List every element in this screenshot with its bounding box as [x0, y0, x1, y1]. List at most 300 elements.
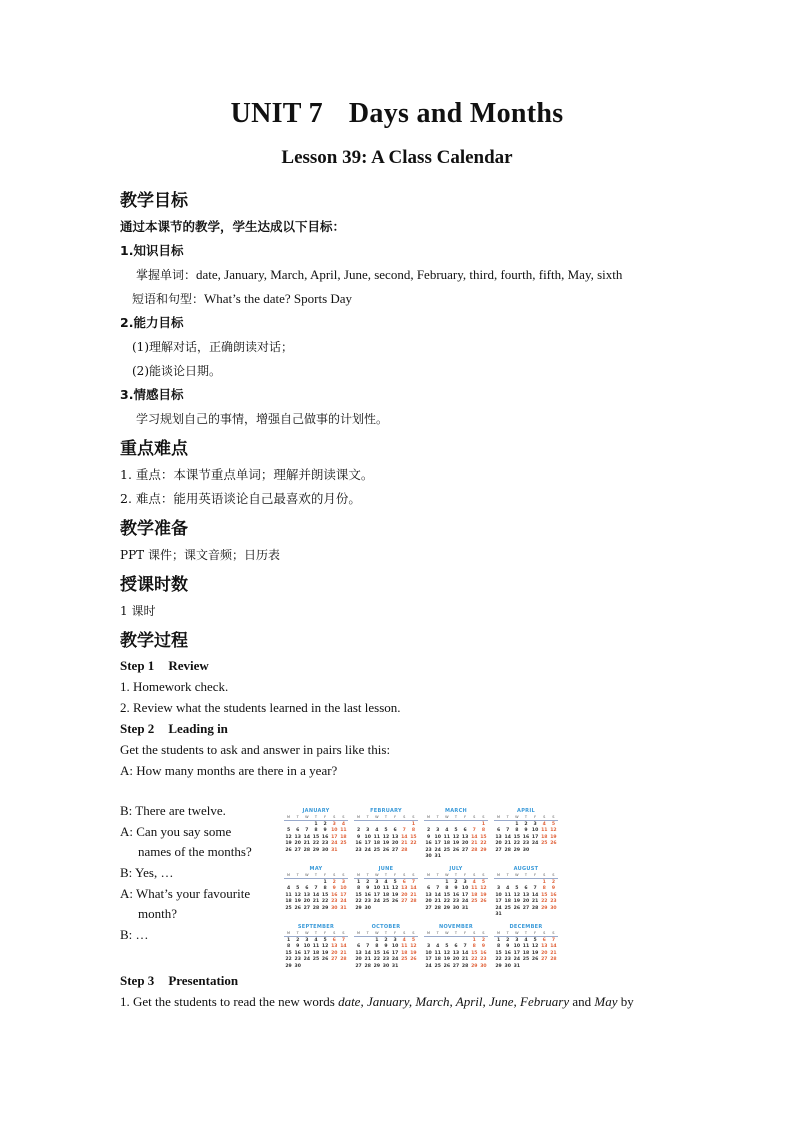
calendar-day: 30 [364, 905, 371, 911]
calendar-day: 23 [452, 899, 460, 905]
dialog-b1: B: There are twelve. [120, 803, 226, 818]
dialog-a2-cont: month? [138, 906, 177, 922]
calendar-day: 18 [382, 892, 390, 898]
calendar-day: 16 [504, 950, 511, 956]
calendar-day: 8 [323, 886, 327, 892]
calendar-day: 20 [401, 892, 408, 898]
calendar-day: 21 [504, 841, 511, 847]
calendar-day: 29 [480, 847, 487, 853]
calendar-day: 22 [285, 957, 292, 963]
calendar-month [424, 807, 488, 859]
calendar-day: 25 [401, 957, 408, 963]
step3-word-may: May [594, 994, 618, 1009]
calendar-day: 7 [472, 828, 476, 834]
preparation-text: PPT 课件；课文音频；日历表 [120, 548, 280, 562]
calendar-day: 5 [296, 886, 300, 892]
calendar-day: 19 [391, 892, 399, 898]
calendar-day: 4 [542, 822, 546, 827]
calendar-day: 6 [542, 938, 546, 943]
calendar-day: 6 [463, 828, 467, 834]
calendar-day: 14 [303, 834, 311, 840]
calendar-month [284, 923, 348, 975]
calendar-day: 4 [314, 938, 318, 943]
step3-text-and: and [569, 994, 595, 1009]
calendar-day: 25 [382, 899, 390, 905]
calendar-day: 24 [331, 841, 338, 847]
calendar-day: 14 [471, 834, 478, 840]
calendar-day: 1 [542, 880, 546, 885]
calendar-day: 6 [393, 828, 397, 834]
calendar-day: 20 [303, 899, 311, 905]
calendar-day: 5 [454, 828, 458, 834]
calendar-day: 24 [461, 899, 469, 905]
calendar-day: 22 [541, 899, 548, 905]
calendar-day: 16 [321, 834, 329, 840]
calendar-day: 2 [366, 880, 370, 885]
dialog-b3: B: … [120, 927, 149, 943]
calendar-day: 22 [373, 957, 381, 963]
calendar-day: 3 [393, 938, 397, 943]
calendar-day: 18 [443, 841, 451, 847]
calendar-day: 19 [452, 841, 460, 847]
calendar-day: 16 [452, 892, 460, 898]
calendar-day: 11 [522, 944, 530, 950]
calendar-day: 29 [471, 963, 478, 969]
calendar-day: 8 [472, 944, 476, 950]
calendar-day: 21 [461, 957, 469, 963]
calendar-days [494, 822, 558, 854]
calendar-day: 20 [522, 899, 530, 905]
calendar-day: 22 [480, 841, 487, 847]
calendar-day: 20 [425, 899, 432, 905]
dialog-section [120, 801, 680, 969]
calendar-day: 15 [285, 950, 292, 956]
preparation-heading: 教学准备 [120, 519, 188, 539]
calendar-day: 3 [426, 944, 431, 950]
calendar-day: 14 [461, 950, 469, 956]
calendar-day: 19 [531, 950, 539, 956]
calendar-day: 28 [401, 847, 408, 853]
calendar-day: 29 [495, 963, 502, 969]
calendar-day: 15 [355, 892, 362, 898]
calendar-day: 12 [443, 950, 451, 956]
calendar-weekday-header: M T W T F S S [494, 815, 558, 821]
calendar-day: 1 [472, 938, 476, 943]
calendar-day: 21 [531, 899, 539, 905]
calendar-day: 12 [513, 892, 521, 898]
calendar-day: 2 [384, 938, 388, 943]
calendar-day: 19 [321, 950, 329, 956]
calendar-month-name: AUGUST [513, 866, 539, 872]
calendar-day: 27 [391, 847, 399, 853]
calendar-day: 21 [471, 841, 478, 847]
calendar-day: 31 [391, 963, 399, 969]
calendar-day: 13 [461, 834, 469, 840]
step3-line-1 [120, 991, 680, 1012]
calendar-day: 16 [425, 841, 432, 847]
step2-line-1: Get the students to ask and answer in pairs like this: [120, 742, 391, 757]
calendar-day: 25 [522, 957, 530, 963]
calendar-day: 19 [285, 841, 292, 847]
calendar-day: 4 [384, 880, 388, 885]
calendar-month [424, 865, 488, 917]
calendar-month [494, 807, 558, 859]
calendar-day: 11 [401, 944, 408, 950]
calendar-day: 30 [522, 847, 530, 853]
calendar-day: 17 [373, 892, 381, 898]
calendar-day: 9 [356, 834, 361, 840]
calendar-day: 24 [391, 957, 399, 963]
calendar-day: 30 [550, 905, 557, 911]
calendar-day: 27 [461, 847, 469, 853]
calendar-day: 28 [461, 963, 469, 969]
calendar-day: 10 [373, 886, 381, 892]
calendar-month-name: JULY [449, 866, 463, 872]
calendar-day: 28 [504, 847, 511, 853]
calendar-day: 25 [285, 905, 292, 911]
calendar-day: 4 [286, 886, 291, 892]
keypoint-item-1: 1. 重点：本课节重点单词；理解并朗读课文。 [120, 467, 374, 482]
process-heading: 教学过程 [120, 631, 188, 651]
ability-heading: 2.能力目标 [120, 315, 184, 330]
calendar-month-name: MAY [309, 866, 323, 872]
calendar-day: 26 [480, 899, 487, 905]
calendar-day: 1 [481, 822, 486, 827]
calendar-days [494, 880, 558, 918]
calendar-day: 12 [452, 834, 460, 840]
calendar-day: 28 [471, 847, 478, 853]
calendar-day: 5 [323, 938, 327, 943]
calendar-day: 10 [425, 950, 432, 956]
calendar-day: 5 [551, 822, 556, 827]
calendar-day: 6 [454, 944, 458, 950]
calendar-month-name: APRIL [517, 808, 535, 814]
calendar-day: 29 [513, 847, 521, 853]
calendar-day: 21 [312, 899, 320, 905]
calendar-day: 3 [436, 828, 440, 834]
step3-label: Step 3 [120, 973, 155, 988]
calendar-day: 26 [443, 963, 451, 969]
calendar-weekday-header: M T W T F S S [284, 815, 348, 821]
calendar-day: 13 [303, 892, 311, 898]
calendar-day: 29 [373, 963, 381, 969]
calendar-day: 1 [515, 822, 519, 827]
calendar-day: 27 [355, 963, 362, 969]
calendar-day: 9 [524, 828, 528, 834]
calendar-day: 23 [504, 957, 511, 963]
lesson-content [120, 187, 680, 1012]
calendar-day: 6 [356, 944, 361, 950]
calendar-day: 25 [443, 847, 451, 853]
calendar-day: 17 [364, 841, 371, 847]
calendar-day: 16 [364, 892, 371, 898]
calendar-day: 22 [495, 957, 502, 963]
calendar-day: 14 [434, 892, 441, 898]
calendar-day: 19 [382, 841, 390, 847]
calendar-day: 15 [513, 834, 521, 840]
step2-line-2: A: How many months are there in a year? [120, 763, 338, 778]
calendar-day: 3 [332, 822, 336, 827]
calendar-day: 31 [434, 854, 441, 860]
calendar-day: 4 [402, 938, 406, 943]
calendar-day: 2 [506, 938, 510, 943]
calendar-days [284, 880, 348, 912]
calendar-day: 4 [524, 938, 528, 943]
calendar-image [284, 807, 560, 969]
calendar-day: 24 [513, 957, 521, 963]
calendar-day: 18 [471, 892, 478, 898]
calendar-day: 11 [504, 892, 511, 898]
calendar-day: 2 [551, 880, 556, 885]
calendar-day: 5 [384, 828, 388, 834]
calendar-day: 24 [434, 847, 441, 853]
calendar-day: 25 [471, 899, 478, 905]
calendar-day: 19 [294, 899, 301, 905]
hours-heading: 授课时数 [120, 575, 188, 595]
keypoint-item-2: 2. 难点：能用英语谈论自己最喜欢的月份。 [120, 491, 361, 506]
calendar-day: 23 [294, 957, 301, 963]
calendar-day: 8 [481, 828, 486, 834]
calendar-day: 14 [312, 892, 320, 898]
calendar-day: 7 [463, 944, 467, 950]
calendar-day: 29 [285, 963, 292, 969]
calendar-day: 16 [522, 834, 530, 840]
calendar-day: 13 [391, 834, 399, 840]
calendar-day: 10 [513, 944, 521, 950]
calendar-day: 10 [303, 944, 311, 950]
calendar-day: 11 [312, 944, 320, 950]
calendar-day: 8 [314, 828, 318, 834]
calendar-month-name: NOVEMBER [438, 924, 474, 930]
calendar-day: 13 [331, 944, 338, 950]
step3-words: date, January, March, April, June, February [338, 994, 570, 1009]
calendar-day: 18 [373, 841, 381, 847]
calendar-weekday-header: M T W T F S S [354, 873, 418, 879]
calendar-days [354, 822, 418, 854]
calendar-day: 27 [303, 905, 311, 911]
calendar-day: 17 [340, 892, 347, 898]
calendar-day: 24 [531, 841, 539, 847]
calendar-day: 29 [355, 905, 362, 911]
calendar-day: 26 [294, 905, 301, 911]
calendar-day: 28 [550, 957, 557, 963]
calendar-day: 7 [314, 886, 318, 892]
calendar-day: 13 [355, 950, 362, 956]
calendar-day: 13 [452, 950, 460, 956]
calendar-day: 9 [481, 944, 486, 950]
calendar-day: 9 [426, 834, 431, 840]
calendar-day: 16 [355, 841, 362, 847]
calendar-weekday-header: M T W T F S S [284, 931, 348, 937]
calendar-day: 5 [286, 828, 291, 834]
calendar-day: 5 [515, 886, 519, 892]
calendar-day: 3 [305, 938, 309, 943]
calendar-day: 7 [551, 938, 556, 943]
calendar-day: 24 [303, 957, 311, 963]
calendar-day: 27 [541, 957, 548, 963]
calendar-day: 8 [496, 944, 501, 950]
dialog-a1-cont: names of the months? [138, 844, 252, 860]
calendar-day: 4 [436, 944, 440, 950]
calendar-day: 4 [375, 828, 379, 834]
calendar-month [284, 865, 348, 917]
calendar-day: 22 [355, 899, 362, 905]
calendar-day: 3 [341, 880, 346, 885]
calendar-day: 26 [285, 847, 292, 853]
calendar-day: 10 [340, 886, 347, 892]
calendar-day: 25 [312, 957, 320, 963]
calendar-day: 3 [533, 822, 537, 827]
step2-label: Step 2 [120, 721, 155, 736]
calendar-day: 7 [305, 828, 309, 834]
calendar-days [354, 880, 418, 912]
calendar-day: 22 [321, 899, 329, 905]
ability-item-2: (2)能谈论日期。 [132, 364, 221, 378]
calendar-day: 1 [445, 880, 449, 885]
calendar-day: 25 [541, 841, 548, 847]
calendar-day: 27 [522, 905, 530, 911]
phrases-list: What’s the date? Sports Day [204, 291, 353, 306]
calendar-day: 23 [355, 847, 362, 853]
calendar-day: 7 [341, 938, 346, 943]
calendar-day: 26 [382, 847, 390, 853]
calendar-day: 14 [410, 886, 417, 892]
calendar-day: 8 [286, 944, 291, 950]
calendar-day: 12 [410, 944, 417, 950]
calendar-day: 17 [303, 950, 311, 956]
calendar-day: 21 [434, 899, 441, 905]
objectives-intro: 通过本课节的教学，学生达成以下目标： [120, 219, 346, 234]
calendar-day: 22 [471, 957, 478, 963]
calendar-day: 12 [321, 944, 329, 950]
calendar-day: 30 [331, 905, 338, 911]
calendar-day: 9 [454, 886, 458, 892]
calendar-day: 30 [504, 963, 511, 969]
calendar-day: 27 [294, 847, 301, 853]
phrases-line [120, 287, 680, 311]
calendar-day: 15 [373, 950, 381, 956]
calendar-day: 21 [303, 841, 311, 847]
calendar-day: 9 [296, 944, 300, 950]
step3-text-by: by [617, 994, 634, 1009]
calendar-day: 24 [495, 905, 502, 911]
words-line [120, 263, 680, 287]
calendar-day: 31 [331, 847, 338, 853]
calendar-day: 23 [364, 899, 371, 905]
dialog-a2: A: What’s your favourite [120, 885, 251, 901]
calendar-day: 15 [495, 950, 502, 956]
calendar-day: 14 [364, 950, 371, 956]
calendar-day: 6 [402, 880, 406, 885]
calendar-day: 8 [411, 828, 416, 834]
objectives-heading: 教学目标 [120, 191, 188, 211]
calendar-month-name: SEPTEMBER [297, 924, 335, 930]
calendar-day: 20 [461, 841, 469, 847]
calendar-day: 17 [461, 892, 469, 898]
calendar-day: 30 [321, 847, 329, 853]
calendar-day: 17 [513, 950, 521, 956]
calendar-day: 9 [366, 886, 370, 892]
emotion-heading: 3.情感目标 [120, 387, 184, 402]
calendar-day: 26 [513, 905, 521, 911]
calendar-day: 28 [434, 905, 441, 911]
calendar-day: 1 [496, 938, 501, 943]
calendar-month [354, 807, 418, 859]
calendar-weekday-header: M T W T F S S [424, 815, 488, 821]
calendar-day: 19 [410, 950, 417, 956]
calendar-day: 20 [355, 957, 362, 963]
calendar-month [494, 865, 558, 917]
calendar-day: 27 [452, 963, 460, 969]
calendar-day: 24 [425, 963, 432, 969]
calendar-weekday-header: M T W T F S S [424, 873, 488, 879]
calendar-day: 28 [364, 963, 371, 969]
calendar-days [354, 938, 418, 970]
calendar-day: 2 [356, 828, 361, 834]
calendar-day: 18 [340, 834, 347, 840]
calendar-day: 31 [340, 905, 347, 911]
calendar-day: 1 [314, 822, 318, 827]
calendar-day: 20 [452, 957, 460, 963]
calendar-day: 13 [522, 892, 530, 898]
unit-title [0, 98, 794, 130]
calendar-day: 30 [480, 963, 487, 969]
calendar-day: 29 [312, 847, 320, 853]
words-label: 掌握单词： [136, 268, 197, 282]
calendar-day: 10 [434, 834, 441, 840]
calendar-day: 18 [401, 950, 408, 956]
calendar-day: 11 [443, 834, 451, 840]
calendar-day: 15 [443, 892, 451, 898]
calendar-day: 27 [331, 957, 338, 963]
calendar-day: 1 [286, 938, 291, 943]
calendar-weekday-header: M T W T F S S [424, 931, 488, 937]
calendar-day: 8 [515, 828, 519, 834]
calendar-day: 10 [331, 828, 338, 834]
calendar-day: 31 [495, 912, 502, 918]
calendar-day: 20 [294, 841, 301, 847]
calendar-day: 13 [294, 834, 301, 840]
calendar-day: 29 [541, 905, 548, 911]
calendar-day: 26 [550, 841, 557, 847]
calendar-day: 17 [531, 834, 539, 840]
calendar-day: 18 [522, 950, 530, 956]
calendar-days [284, 822, 348, 854]
calendar-weekday-header: M T W T F S S [354, 931, 418, 937]
calendar-day: 15 [471, 950, 478, 956]
calendar-day: 12 [550, 828, 557, 834]
calendar-day: 7 [436, 886, 440, 892]
calendar-day: 8 [356, 886, 361, 892]
calendar-day: 13 [541, 944, 548, 950]
phrases-label: 短语和句型： [132, 292, 205, 306]
calendar-day: 15 [410, 834, 417, 840]
calendar-day: 25 [504, 905, 511, 911]
calendar-day: 7 [366, 944, 370, 950]
calendar-day: 2 [454, 880, 458, 885]
step1-line-2: 2. Review what the students learned in the last lesson. [120, 700, 401, 715]
calendar-day: 28 [303, 847, 311, 853]
calendar-day: 24 [373, 899, 381, 905]
calendar-day: 15 [541, 892, 548, 898]
calendar-day: 6 [426, 886, 431, 892]
calendar-days [424, 822, 488, 860]
calendar-day: 19 [550, 834, 557, 840]
calendar-day: 2 [332, 880, 336, 885]
ability-item-1: (1)理解对话，正确朗读对话； [132, 340, 293, 354]
dialog-b2: B: Yes, … [120, 865, 174, 881]
calendar-day: 23 [522, 841, 530, 847]
